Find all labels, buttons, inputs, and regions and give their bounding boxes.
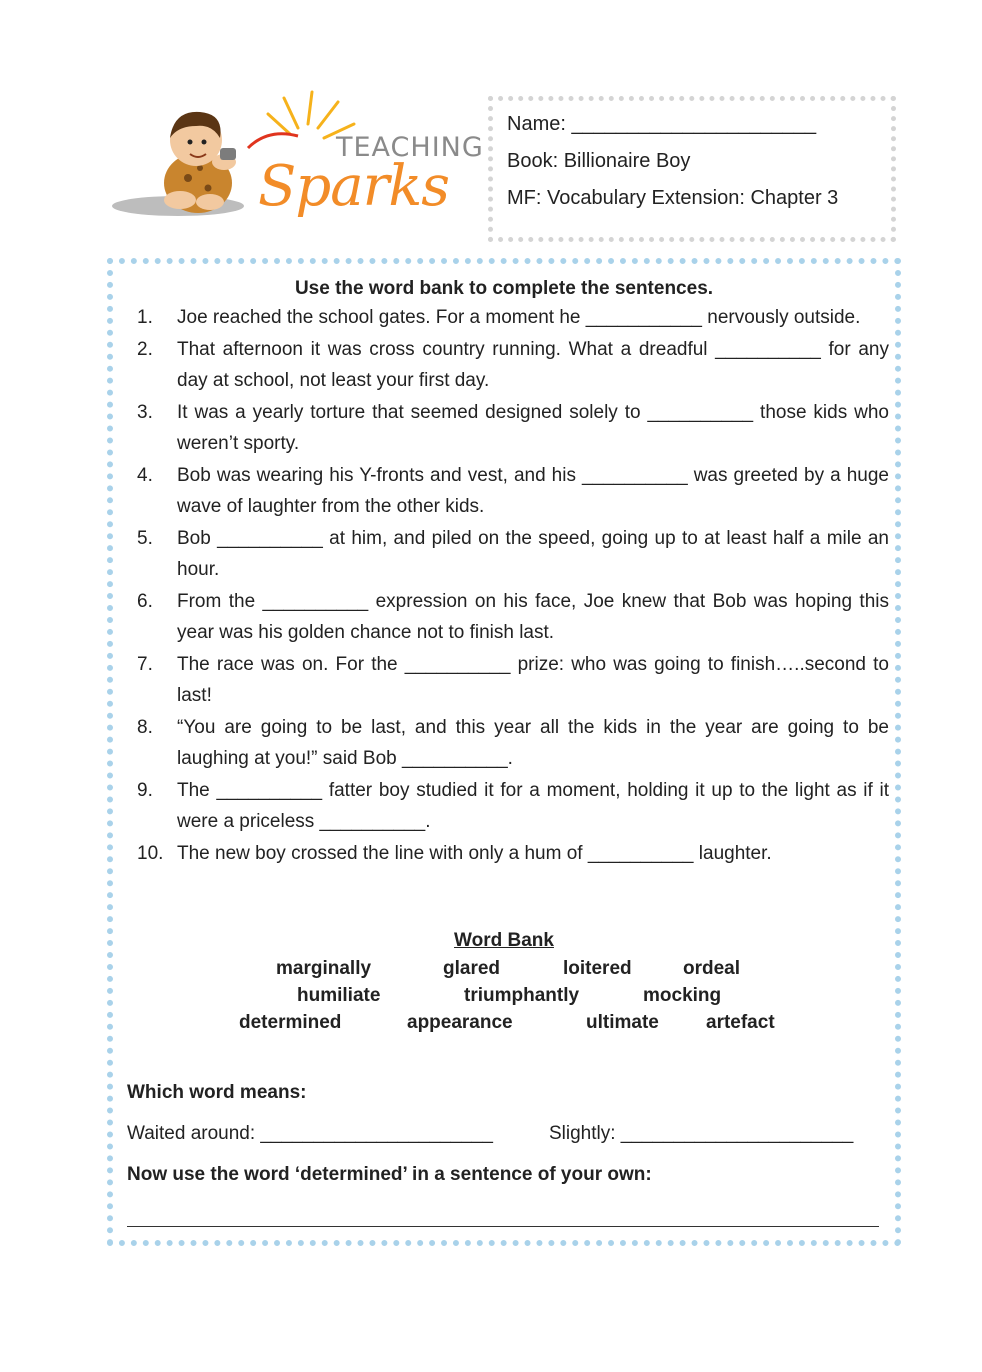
teaching-sparks-logo <box>108 88 484 233</box>
word-bank-word: ordeal <box>683 958 741 979</box>
sentence-number: 3. <box>137 401 153 423</box>
sentence-number: 4. <box>137 464 153 486</box>
sentence-text[interactable]: “You are going to be last, and this year all the kids in the year are going to be laughing at you!” said Bob __________. <box>177 716 889 769</box>
sentence-number: 2. <box>137 338 153 360</box>
word-bank-word: determined <box>239 1012 342 1033</box>
sentence-item <box>137 775 889 838</box>
sentence-item <box>137 586 889 649</box>
sentence-item <box>137 649 889 712</box>
sentence-number: 8. <box>137 716 153 738</box>
waited-around-question[interactable]: Waited around: ______________________ <box>127 1123 493 1144</box>
word-bank-word: triumphantly <box>464 985 580 1006</box>
sentence-number: 1. <box>137 307 153 328</box>
word-bank-title: Word Bank <box>454 930 554 951</box>
word-bank-word: artefact <box>706 1012 775 1033</box>
sentence-list <box>137 302 889 869</box>
sentence-item <box>137 523 889 586</box>
sentence-item <box>137 460 889 523</box>
name-field[interactable]: Name: ______________________ <box>507 113 817 135</box>
word-bank-word: marginally <box>276 958 372 979</box>
sentence-number: 5. <box>137 527 153 549</box>
word-bank-word: ultimate <box>586 1012 659 1033</box>
own-sentence-answer-line[interactable] <box>127 1226 879 1227</box>
logo-teaching-text: TEACHING <box>336 132 484 163</box>
sentence-text[interactable]: The race was on. For the __________ prize: who was going to finish…..second to last! <box>177 653 889 706</box>
sentence-number: 6. <box>137 590 153 612</box>
worksheet-subtitle: MF: Vocabulary Extension: Chapter 3 <box>507 187 839 209</box>
sentence-text[interactable]: Joe reached the school gates. For a moment he ___________ nervously outside. <box>177 307 861 328</box>
instruction-heading: Use the word bank to complete the sentences. <box>294 278 714 299</box>
worksheet-main-box <box>107 258 901 1246</box>
sentence-item <box>137 397 889 460</box>
own-sentence-prompt: Now use the word ‘determined’ in a sentence of your own: <box>127 1164 652 1185</box>
word-bank-word: loitered <box>563 958 632 979</box>
sentence-item <box>137 302 889 334</box>
word-bank-word: glared <box>443 958 501 979</box>
word-bank-word: appearance <box>407 1012 513 1033</box>
word-bank-word: mocking <box>643 985 722 1006</box>
sentence-text[interactable]: It was a yearly torture that seemed designed solely to __________ those kids who weren’t sporty. <box>177 401 889 454</box>
book-title: Book: Billionaire Boy <box>507 150 691 172</box>
word-bank-word: humiliate <box>297 985 381 1006</box>
sentence-item <box>137 838 889 870</box>
which-word-heading: Which word means: <box>127 1082 307 1103</box>
sentence-text[interactable]: Bob was wearing his Y-fronts and vest, and his __________ was greeted by a huge wave of laughter from the other kids. <box>177 464 889 517</box>
sentence-text[interactable]: The __________ fatter boy studied it for a moment, holding it up to the light as if it were a priceless __________. <box>177 779 889 832</box>
sentence-text[interactable]: Bob __________ at him, and piled on the speed, going up to at least half a mile an hour. <box>177 527 889 580</box>
sentence-number: 10. <box>137 842 164 864</box>
sentence-text[interactable]: That afternoon it was cross country running. What a dreadful __________ for any day at school, not least your first day. <box>177 338 889 391</box>
sentence-text[interactable]: The new boy crossed the line with only a hum of __________ laughter. <box>177 842 772 864</box>
logo-sparks-text: Sparks <box>258 154 450 219</box>
sentence-text[interactable]: From the __________ expression on his face, Joe knew that Bob was hoping this year was his golden chance not to finish last. <box>177 590 889 643</box>
sentence-number: 7. <box>137 653 153 675</box>
sentence-number: 9. <box>137 779 153 801</box>
slightly-question[interactable]: Slightly: ______________________ <box>549 1123 854 1144</box>
student-info-box <box>488 96 896 242</box>
sentence-item <box>137 712 889 775</box>
sentence-item <box>137 334 889 397</box>
